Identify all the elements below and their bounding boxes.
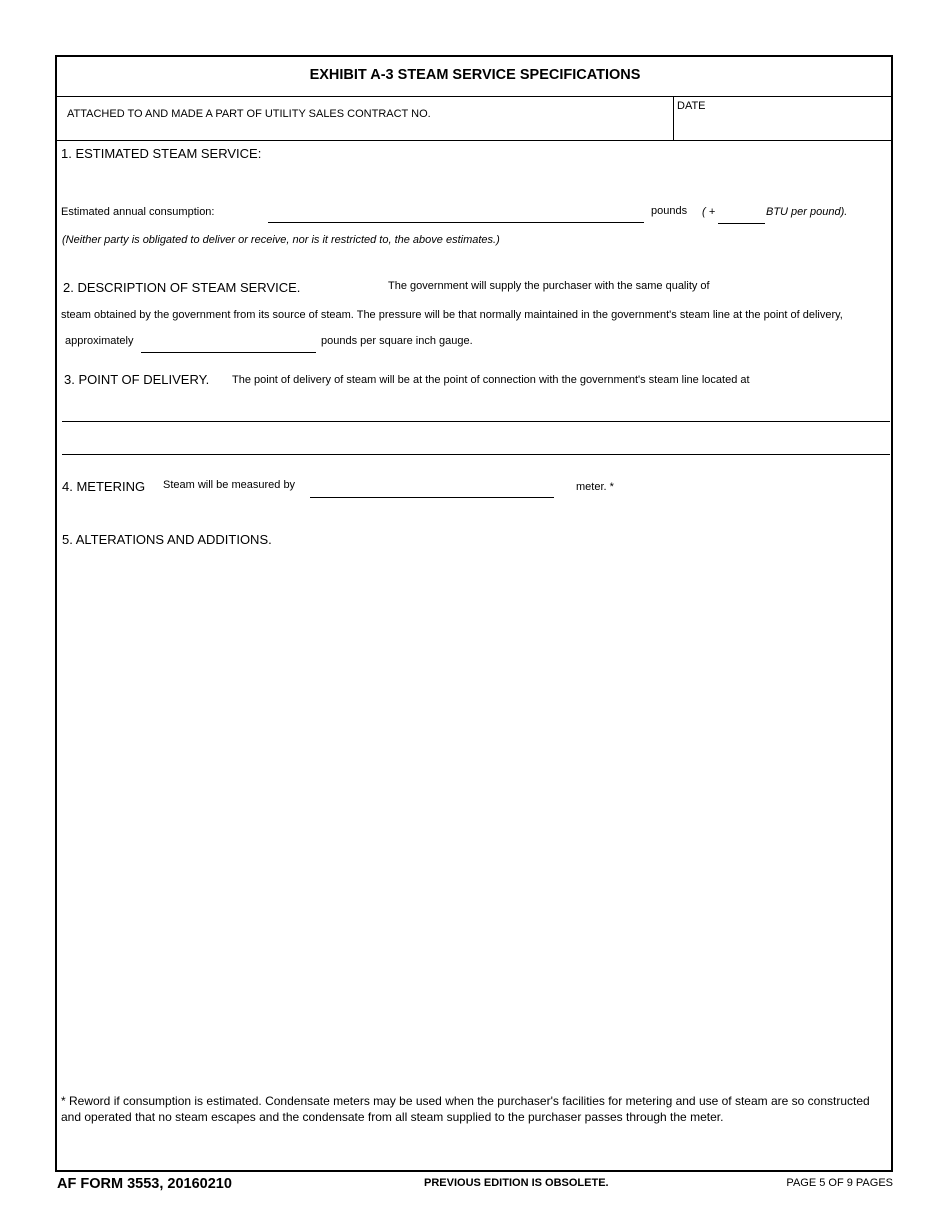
page-info: PAGE 5 OF 9 PAGES	[786, 1177, 893, 1189]
section2-text-line2: steam obtained by the government from its source of steam. The pressure will be that normally maintained in the government's steam line at the point of delivery,	[61, 309, 843, 321]
approximately-label: approximately	[65, 335, 134, 347]
pressure-field[interactable]	[141, 352, 316, 353]
date-label: DATE	[677, 100, 706, 112]
form-identifier: AF FORM 3553, 20160210	[57, 1176, 232, 1192]
pounds-label: pounds	[651, 205, 688, 217]
section3-heading: 3. POINT OF DELIVERY.	[64, 372, 210, 387]
edition-note: PREVIOUS EDITION IS OBSOLETE.	[424, 1177, 609, 1189]
btu-prefix: ( +	[702, 206, 716, 218]
attached-label: ATTACHED TO AND MADE A PART OF UTILITY SALES CONTRACT NO.	[67, 108, 431, 120]
section2-text-line1: The government will supply the purchaser with the same quality of	[388, 280, 710, 292]
consumption-label: Estimated annual consumption:	[61, 206, 215, 218]
meter-suffix: meter. *	[576, 481, 614, 493]
delivery-location-line2[interactable]	[62, 454, 890, 455]
section3-text: The point of delivery of steam will be at the point of connection with the government's steam line located at	[232, 374, 750, 386]
pressure-unit: pounds per square inch gauge.	[321, 335, 473, 347]
form-title: EXHIBIT A-3 STEAM SERVICE SPECIFICATIONS	[309, 67, 641, 83]
section4-heading: 4. METERING	[62, 479, 146, 494]
footnote: * Reword if consumption is estimated. Condensate meters may be used when the purchaser's facilities for metering and use of steam are so constructed and operated that no steam escapes and the condensate from all steam supplied to the purchaser passes through the meter.	[61, 1094, 870, 1124]
estimate-disclaimer: (Neither party is obligated to deliver or receive, nor is it restricted to, the above estimates.)	[62, 234, 500, 246]
header-divider	[56, 140, 893, 141]
meter-type-field[interactable]	[310, 497, 554, 498]
section2-heading: 2. DESCRIPTION OF STEAM SERVICE.	[63, 280, 301, 295]
date-divider	[673, 96, 674, 140]
section1-heading: 1. ESTIMATED STEAM SERVICE:	[61, 146, 262, 161]
contract-number-field[interactable]	[60, 118, 670, 138]
alterations-text-area[interactable]	[62, 556, 888, 1086]
date-field[interactable]	[677, 114, 889, 138]
btu-suffix: BTU per pound).	[766, 206, 848, 218]
section4-text: Steam will be measured by	[163, 479, 296, 491]
section5-heading: 5. ALTERATIONS AND ADDITIONS.	[62, 532, 272, 547]
title-divider	[56, 96, 893, 97]
btu-field[interactable]	[718, 223, 765, 224]
delivery-location-line1[interactable]	[62, 421, 890, 422]
consumption-field[interactable]	[268, 222, 644, 223]
